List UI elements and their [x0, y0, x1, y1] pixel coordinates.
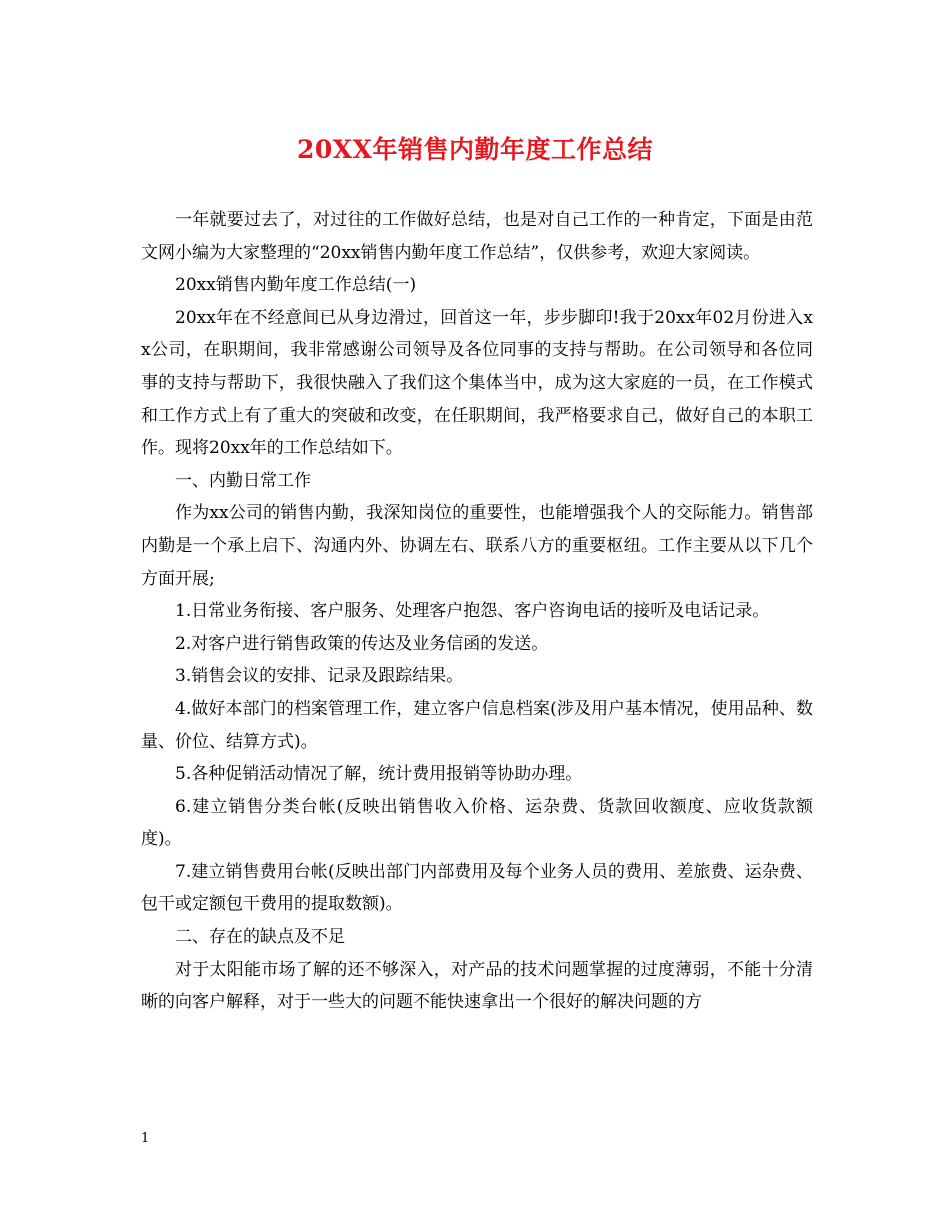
list-item-4: 4.做好本部门的档案管理工作，建立客户信息档案(涉及用户基本情况，使用品种、数量、价位、结算方式)。	[141, 698, 813, 752]
section-heading-shortcomings: 二、存在的缺点及不足	[175, 927, 345, 948]
list-item-2: 2.对客户进行销售政策的传达及业务信函的发送。	[175, 633, 549, 654]
section-heading-daily-work: 一、内勤日常工作	[175, 470, 311, 491]
paragraph-intro: 一年就要过去了，对过往的工作做好总结，也是对自己工作的一种肯定，下面是由范文网小编为大家整理的“20xx销售内勤年度工作总结”，仅供参考，欢迎大家阅读。	[141, 210, 813, 263]
list-item-6: 6.建立销售分类台帐(反映出销售收入价格、运杂费、货款回收额度、应收货款额度)。	[141, 796, 813, 850]
paragraph-review: 20xx年在不经意间已从身边滑过，回首这一年，步步脚印!我于20xx年02月份进入xx公司，在职期间，我非常感谢公司领导及各位同事的支持与帮助。在公司领导和各位同事的支持与帮助下，我很快融入了我们这个集体当中，成为这大家庭的一员，在工作模式和工作方式上有了重大的突破和改变，在任职期间，我严格要求自己，做好自己的本职工作。现将20xx年的工作总结如下。	[141, 307, 813, 459]
list-item-7: 7.建立销售费用台帐(反映出部门内部费用及每个业务人员的费用、差旅费、运杂费、包干或定额包干费用的提取数额)。	[141, 861, 813, 915]
list-item-5: 5.各种促销活动情况了解，统计费用报销等协助办理。	[175, 764, 583, 785]
page-number: 1	[141, 1131, 150, 1146]
section-heading-part-one: 20xx销售内勤年度工作总结(一)	[175, 275, 417, 296]
paragraph-role: 作为xx公司的销售内勤，我深知岗位的重要性，也能增强我个人的交际能力。销售部内勤是一个承上启下、沟通内外、协调左右、联系八方的重要枢纽。工作主要从以下几个方面开展;	[141, 503, 813, 589]
list-item-3: 3.销售会议的安排、记录及跟踪结果。	[175, 666, 464, 687]
document-body	[141, 204, 813, 1019]
document-title: 20XX年销售内勤年度工作总结	[296, 135, 654, 164]
paragraph-shortcomings: 对于太阳能市场了解的还不够深入，对产品的技术问题掌握的过度薄弱，不能十分清晰的向客户解释，对于一些大的问题不能快速拿出一个很好的解决问题的方	[141, 959, 813, 1013]
list-item-1: 1.日常业务衔接、客户服务、处理客户抱怨、客户咨询电话的接听及电话记录。	[175, 601, 770, 622]
